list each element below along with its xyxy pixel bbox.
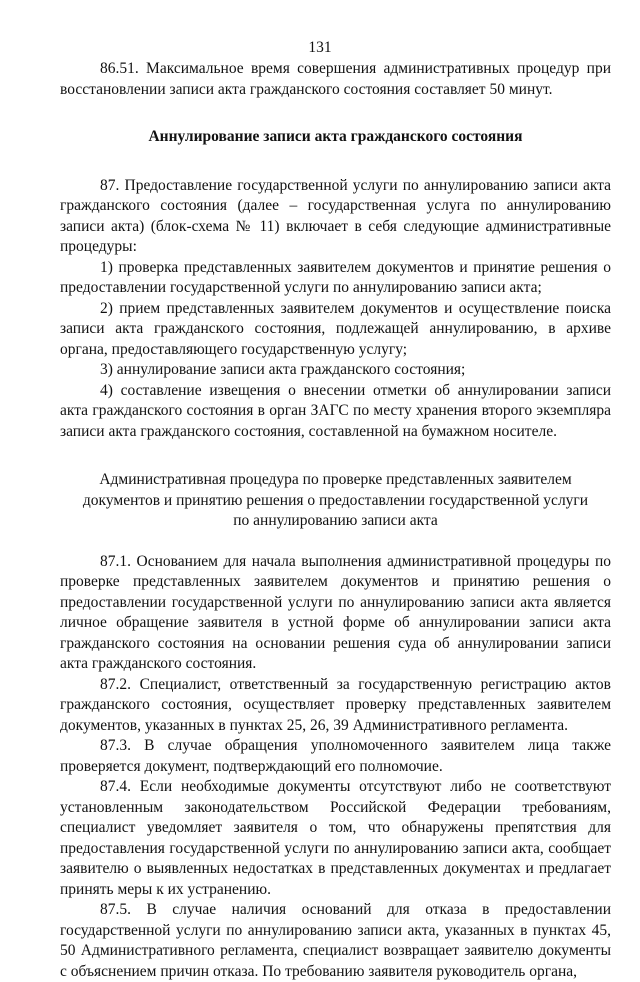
paragraph-87-3: 87.3. В случае обращения уполномоченного заявителем лица также проверяется документ, подтверждающий его полномочие. bbox=[60, 737, 611, 775]
procedure-item-2: 2) прием представленных заявителем документов и осуществление поиска записи акта гражданского состояния, подлежащей аннулированию, в архиве органа, предоставляющего государственную услугу; bbox=[60, 299, 611, 358]
document-body bbox=[60, 59, 611, 982]
page-number: 131 bbox=[308, 39, 332, 56]
procedure-item-1: 1) проверка представленных заявителем документов и принятие решения о предоставлении государственной услуги по аннулированию записи акта; bbox=[60, 258, 611, 296]
section-title: Аннулирование записи акта гражданского состояния bbox=[148, 128, 523, 145]
subsection-title-line-2: документов и принятию решения о предоставлении государственной услуги bbox=[82, 491, 589, 509]
subsection-title-line-1: Административная процедура по проверке представленных заявителем bbox=[99, 471, 572, 488]
subsection-title-line-3: по аннулированию записи акта bbox=[233, 512, 438, 529]
paragraph-87: 87. Предоставление государственной услуги по аннулированию записи акта гражданского состояния (далее – государственная услуга по аннулированию записи акта) (блок-схема № 11) включает в себя следующие административные процедуры: bbox=[60, 176, 611, 255]
paragraph-87-1: 87.1. Основанием для начала выполнения административной процедуры по проверке представленных заявителем документов и принятию решения о предоставлении государственной услуги по аннулированию записи акта является личное обращение заявителя в устной форме об аннулировании записи акта гражданского состояния на основании решения суда об аннулировании записи акта гражданского состояния. bbox=[60, 552, 611, 672]
procedure-item-4: 4) составление извещения о внесении отметки об аннулировании записи акта гражданского состояния в орган ЗАГС по месту хранения второго экземпляра записи акта гражданского состояния, составленной на бумажном носителе. bbox=[60, 381, 611, 440]
paragraph-87-5: 87.5. В случае наличия оснований для отказа в предоставлении государственной услуги по аннулированию записи акта, указанных в пунктах 45, 50 Административного регламента, специалист возвращает заявителю документы с объяснением причин отказа. По требованию заявителя руководитель органа, bbox=[60, 901, 611, 980]
paragraph-87-2: 87.2. Специалист, ответственный за государственную регистрацию актов гражданского состояния, осуществляет проверку представленных заявителем документов, указанных в пунктах 25, 26, 39 Административного регламента. bbox=[60, 675, 611, 734]
procedure-item-3: 3) аннулирование записи акта гражданского состояния; bbox=[100, 361, 466, 378]
subsection-title bbox=[60, 470, 611, 532]
paragraph-87-4: 87.4. Если необходимые документы отсутствуют либо не соответствуют установленным законодательством Российской Федерации требованиям, специалист уведомляет заявителя о том, что обнаружены препятствия для предоставления государственной услуги по аннулированию записи акта, сообщает заявителю о выявленных недостатках в представленных документах и предлагает принять меры к их устранению. bbox=[60, 778, 611, 898]
paragraph-86-51: 86.51. Максимальное время совершения административных процедур при восстановлении записи акта гражданского состояния составляет 50 минут. bbox=[60, 60, 611, 98]
